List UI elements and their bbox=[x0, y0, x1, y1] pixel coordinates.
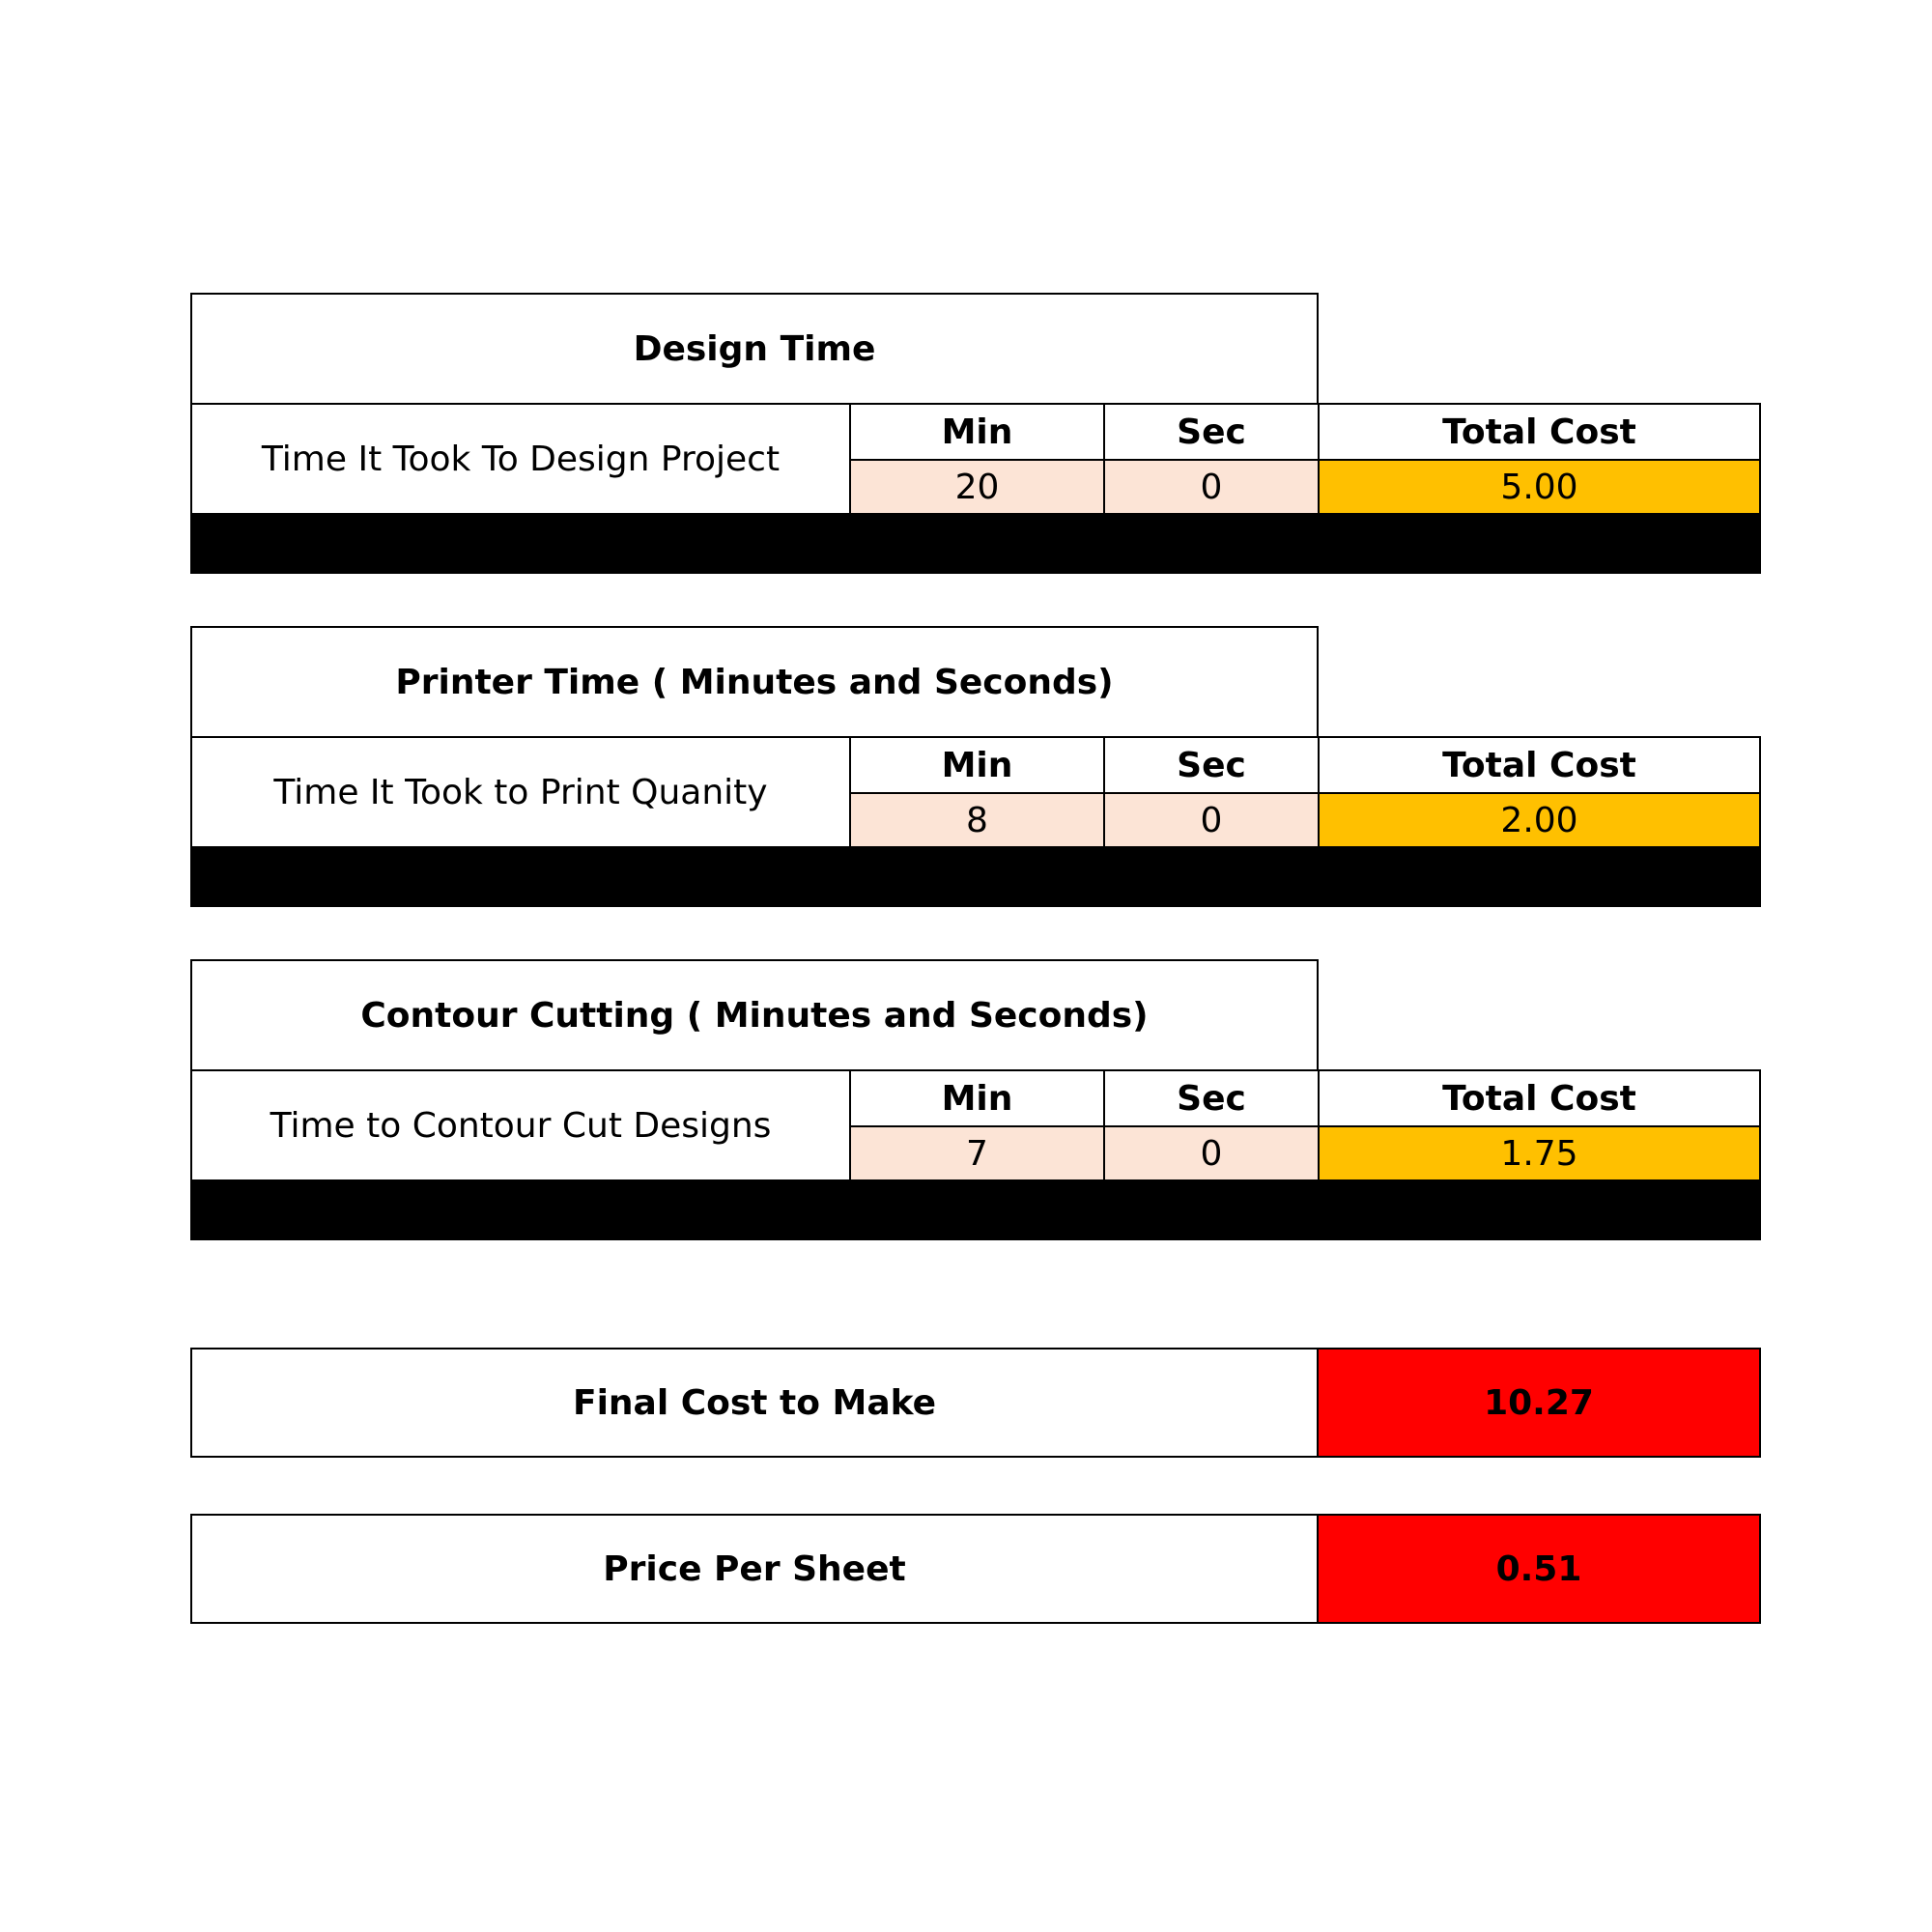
min-header: Min bbox=[849, 403, 1105, 461]
total-cost-header: Total Cost bbox=[1318, 1069, 1761, 1127]
total-cost-header: Total Cost bbox=[1318, 403, 1761, 461]
sec-header: Sec bbox=[1103, 1069, 1320, 1127]
sec-header: Sec bbox=[1103, 403, 1320, 461]
final-cost-value: 10.27 bbox=[1317, 1348, 1761, 1458]
sec-input[interactable]: 0 bbox=[1103, 459, 1320, 515]
section-title: Design Time bbox=[190, 293, 1319, 405]
total-cost-value: 1.75 bbox=[1318, 1125, 1761, 1181]
total-cost-value: 2.00 bbox=[1318, 792, 1761, 848]
min-input[interactable]: 20 bbox=[849, 459, 1105, 515]
row-label: Time to Contour Cut Designs bbox=[190, 1069, 851, 1181]
section-divider-bar bbox=[190, 1179, 1761, 1240]
price-per-sheet-value: 0.51 bbox=[1317, 1514, 1761, 1624]
total-cost-value: 5.00 bbox=[1318, 459, 1761, 515]
section-divider-bar bbox=[190, 846, 1761, 907]
price-per-sheet-label: Price Per Sheet bbox=[190, 1514, 1319, 1624]
total-cost-header: Total Cost bbox=[1318, 736, 1761, 794]
min-input[interactable]: 8 bbox=[849, 792, 1105, 848]
min-header: Min bbox=[849, 736, 1105, 794]
sec-input[interactable]: 0 bbox=[1103, 1125, 1320, 1181]
final-cost-label: Final Cost to Make bbox=[190, 1348, 1319, 1458]
min-input[interactable]: 7 bbox=[849, 1125, 1105, 1181]
section-divider-bar bbox=[190, 513, 1761, 574]
section-title: Printer Time ( Minutes and Seconds) bbox=[190, 626, 1319, 738]
min-header: Min bbox=[849, 1069, 1105, 1127]
section-title: Contour Cutting ( Minutes and Seconds) bbox=[190, 959, 1319, 1071]
sec-header: Sec bbox=[1103, 736, 1320, 794]
row-label: Time It Took To Design Project bbox=[190, 403, 851, 515]
row-label: Time It Took to Print Quanity bbox=[190, 736, 851, 848]
sec-input[interactable]: 0 bbox=[1103, 792, 1320, 848]
